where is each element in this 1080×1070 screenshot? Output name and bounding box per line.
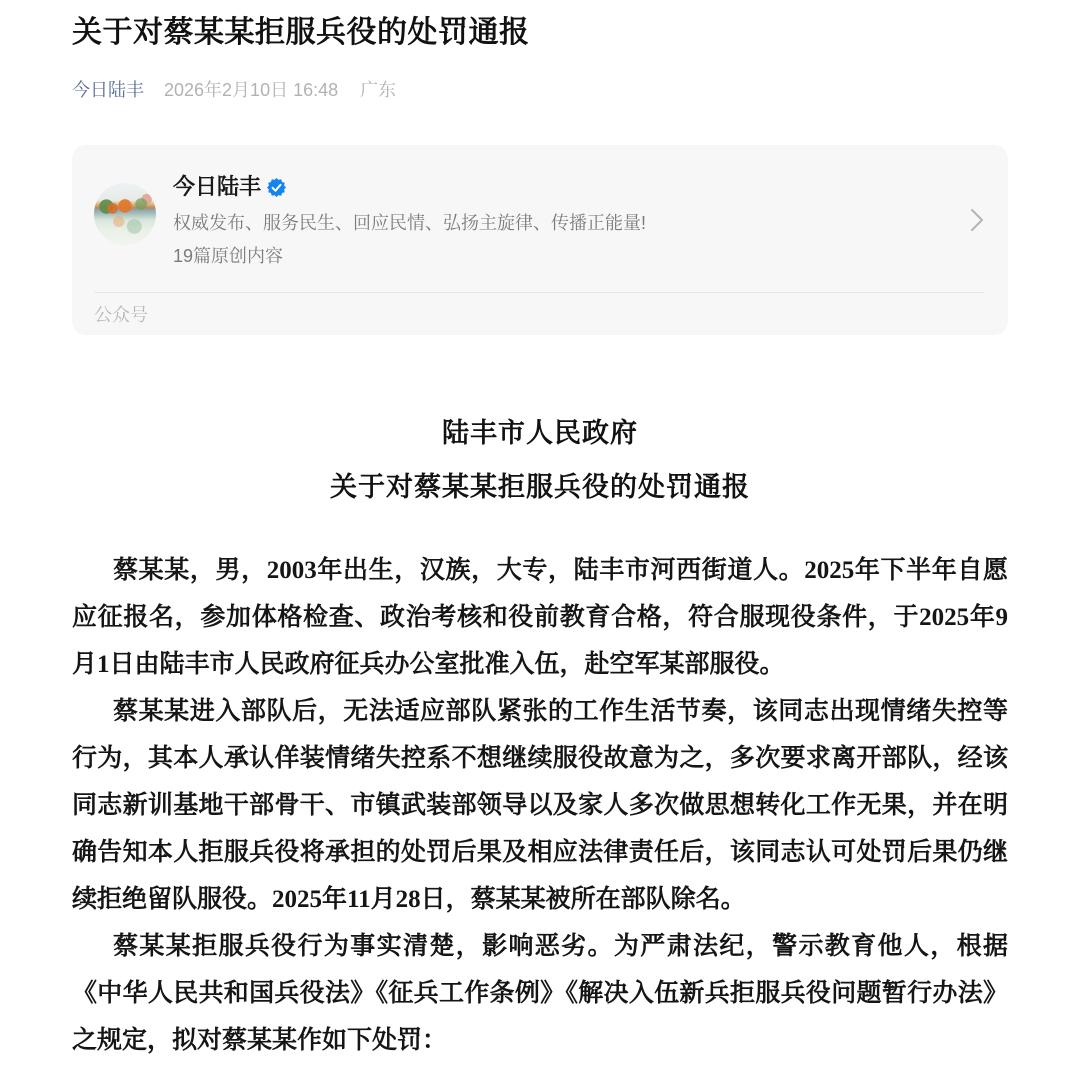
account-description: 权威发布、服务民生、回应民情、弘扬主旋律、传播正能量! [173,213,646,233]
page-title: 关于对蔡某某拒服兵役的处罚通报 [72,16,530,49]
account-type-label: 公众号 [94,305,148,325]
account-link[interactable]: 今日陆丰 [72,80,144,100]
original-content-count: 19篇原创内容 [173,246,284,266]
chevron-right-icon [970,207,984,233]
verified-badge-icon [267,178,286,197]
account-name-row [173,172,984,202]
account-avatar [94,183,156,245]
notice-paragraph: 蔡某某，男，2003年出生，汉族，大专，陆丰市河西街道人。2025年下半年自愿应征报名，参加体格检查、政治考核和役前教育合格，符合服现役条件，于2025年9月1日由陆丰市人民政府征兵办公室批准入伍，赴空军某部服役。 [72,557,1008,678]
profile-card[interactable] [72,145,1008,335]
notice-paragraph: 蔡某某进入部队后，无法适应部队紧张的工作生活节奏，该同志出现情绪失控等行为，其本人承认佯装情绪失控系不想继续服役故意为之，多次要求离开部队，经该同志新训基地干部骨干、市镇武装部领导以及家人多次做思想转化工作无果，并在明确告知本人拒服兵役将承担的处罚后果及相应法律责任后，该同志认可处罚后果仍继续拒绝留队服役。2025年11月28日，蔡某某被所在部队除名。 [72,698,1008,913]
byline [72,78,1008,102]
account-name: 今日陆丰 [173,174,262,199]
notice-heading [72,406,1008,514]
notice-paragraph: 蔡某某拒服兵役行为事实清楚，影响恶劣。为严肃法纪，警示教育他人，根据《中华人民共和国兵役法》《征兵工作条例》《解决入伍新兵拒服兵役问题暂行办法》之规定，拟对蔡某某作如下处罚： [72,933,1008,1054]
publish-date: 2026年2月10日 16:48 [164,80,339,100]
profile-card-info [173,172,984,268]
notice-heading-line2: 关于对蔡某某拒服兵役的处罚通报 [330,472,750,502]
profile-card-main [94,172,984,268]
publish-location: 广东 [360,80,397,100]
notice-body [72,547,1008,1064]
notice-heading-line1: 陆丰市人民政府 [442,418,638,448]
